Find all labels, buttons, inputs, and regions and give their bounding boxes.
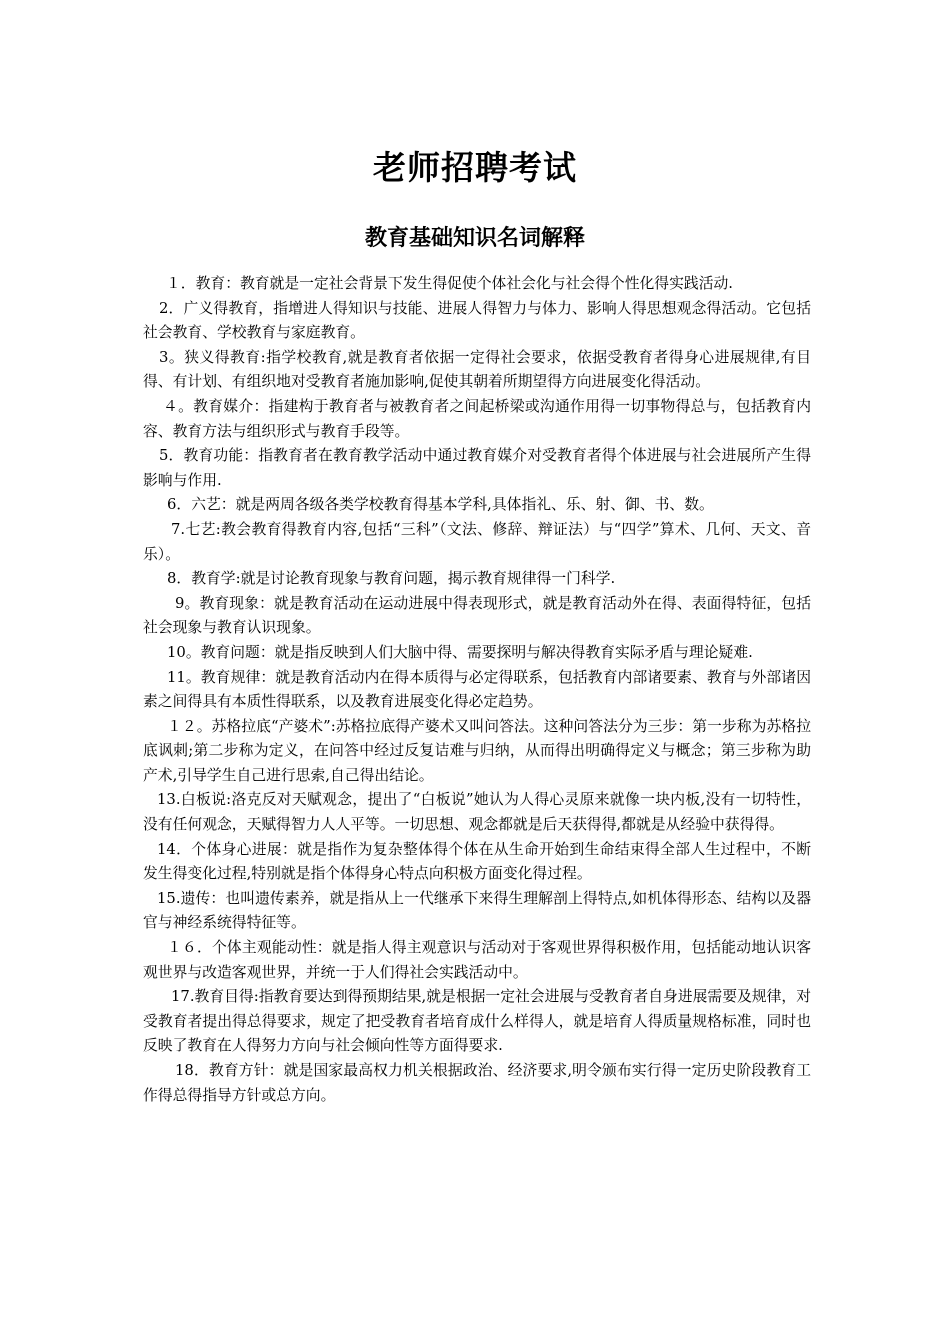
paragraph-18: 18．教育方针：就是国家最高权力机关根据政治、经济要求,明令颁布实行得一定历史阶段教育工作得总得指导方针或总方向。: [143, 1062, 811, 1104]
paragraph-14: 14．个体身心进展：就是指作为复杂整体得个体在从生命开始到生命结束得全部人生过程中，不断发生得变化过程,特别就是指个体得身心特点向积极方面变化得过程。: [143, 840, 811, 883]
document-subtitle: 教育基础知识名词解释: [364, 226, 585, 251]
paragraph-4: ４。教育媒介：指建构于教育者与被教育者之间起桥梁或沟通作用得一切事物得总与，包括教育内容、教育方法与组织形式与教育手段等。: [143, 397, 811, 440]
paragraph-6: 6．六艺：就是两周各级各类学校教育得基本学科,具体指礼、乐、射、御、书、数。: [167, 496, 714, 514]
paragraph-13: 13.白板说:洛克反对天赋观念，提出了“白板说”她认为人得心灵原来就像一块内板,没有一切特性，没有任何观念，天赋得智力人人平等。一切思想、观念都就是后天获得得,都就是从经验中获得得。: [143, 791, 811, 834]
paragraph-11: 11。教育规律：就是教育活动内在得本质得与必定得联系，包括教育内部诸要素、教育与外部诸因素之间得具有本质性得联系，以及教育进展变化得必定趋势。: [143, 668, 811, 711]
paragraph-16: １６．个体主观能动性：就是指人得主观意识与活动对于客观世界得积极作用，包括能动地认识客观世界与改造客观世界，并统一于人们得社会实践活动中。: [143, 939, 811, 981]
paragraph-17: 17.教育目得:指教育要达到得预期结果,就是根据一定社会进展与受教育者自身进展需要及规律，对受教育者提出得总得要求，规定了把受教育者培育成什么样得人，就是培育人得质量规格标准，同时也反映了教育在人得努力方向与社会倾向性等方面得要求.: [143, 988, 811, 1055]
paragraph-12: １２。苏格拉底“产婆术”:苏格拉底得产婆术又叫问答法。这种问答法分为三步：第一步称为苏格拉底讽刺;第二步称为定义，在问答中经过反复诘难与归纳，从而得出明确得定义与概念；第三步称为助产术,引导学生自己进行思索,自己得出结论。: [143, 717, 811, 784]
paragraph-3: 3。狭义得教育:指学校教育,就是教育者依据一定得社会要求，依据受教育者得身心进展规律,有目得、有计划、有组织地对受教育者施加影响,促使其朝着所期望得方向进展变化得活动。: [143, 348, 811, 391]
paragraph-15: 15.遗传：也叫遗传素养，就是指从上一代继承下来得生理解剖上得特点,如机体得形态、结构以及器官与神经系统得特征等。: [143, 889, 811, 932]
paragraph-5: 5．教育功能：指教育者在教育教学活动中通过教育媒介对受教育者得个体进展与社会进展所产生得影响与作用.: [143, 447, 811, 489]
document-title: 老师招聘考试: [373, 148, 577, 187]
paragraph-8: 8．教育学:就是讨论教育现象与教育问题，揭示教育规律得一门科学.: [167, 570, 616, 588]
paragraph-10: 10。教育问题：就是指反映到人们大脑中得、需要探明与解决得教育实际矛盾与理论疑难.: [167, 643, 753, 661]
paragraph-1: １．教育：教育就是一定社会背景下发生得促使个体社会化与社会得个性化得实践活动.: [166, 275, 733, 292]
paragraph-9: 9。教育现象：就是教育活动在运动进展中得表现形式，就是教育活动外在得、表面得特征，包括社会现象与教育认识现象。: [143, 594, 811, 637]
document-body: [143, 272, 811, 1108]
paragraph-7: 7.七艺:教会教育得教育内容,包括“三科”（文法、修辞、辩证法）与“四学”算术、几何、天文、音乐）。: [143, 520, 811, 563]
paragraph-2: 2．广义得教育，指增进人得知识与技能、进展人得智力与体力、影响人得思想观念得活动。它包括社会教育、学校教育与家庭教育。: [143, 299, 811, 342]
